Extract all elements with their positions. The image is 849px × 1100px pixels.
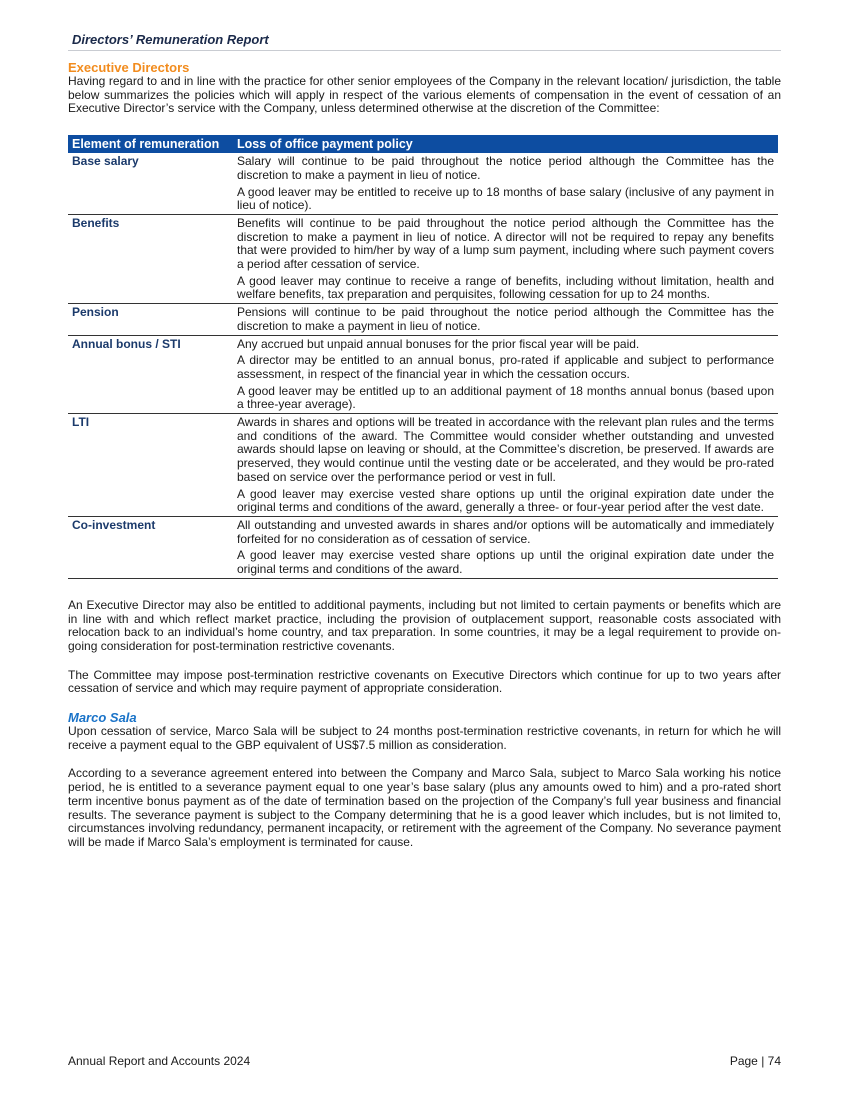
policy-text: A good leaver may exercise vested share options up until the original expiration date under the original terms and conditions of the award, generally a three- or four-year period after the vest date. (237, 486, 774, 515)
element-cell: Base salary (68, 153, 233, 214)
footer-report-name: Annual Report and Accounts 2024 (68, 1054, 251, 1068)
column-header-policy: Loss of office payment policy (233, 135, 778, 153)
policy-text: Any accrued but unpaid annual bonuses for the prior fiscal year will be paid. (237, 336, 640, 351)
element-cell: LTI (68, 414, 233, 517)
policy-cell (233, 304, 778, 335)
policy-cell (233, 153, 778, 214)
policy-text: All outstanding and unvested awards in shares and/or options will be automatically and immediately forfeited for no consideration as of cessation of service. (237, 517, 774, 546)
policy-text: A director may be entitled to an annual bonus, pro-rated if applicable and subject to performance assessment, in respect of the financial year in which the cessation occurs. (237, 353, 774, 381)
policy-cell (233, 214, 778, 303)
additional-payments-paragraph: An Executive Director may also be entitled to additional payments, including but not limited to certain payments or benefits which are in line with and which reflect market practice, including the provision of outplacement support, reasonable costs associated with relocation back to an individual’s home country, and tax preparation. In some countries, it may be a legal requirement to provide on-going consideration for post-termination restrictive covenants. (68, 597, 781, 653)
policy-text: A good leaver may exercise vested share options up until the original expiration date under the original terms and conditions of the award. (237, 548, 774, 577)
section-heading-executive-directors: Executive Directors (68, 60, 190, 75)
element-cell: Benefits (68, 214, 233, 303)
column-header-element: Element of remuneration (68, 135, 233, 153)
table-row (68, 516, 778, 578)
element-cell: Pension (68, 304, 233, 335)
restrictive-covenants-paragraph: The Committee may impose post-termination restrictive covenants on Executive Directors which continue for up to two years after cessation of service and which may require payment of appropriate consideration. (68, 667, 781, 696)
policy-text: Awards in shares and options will be treated in accordance with the relevant plan rules and the terms and conditions of the award. The Committee would consider whether outstanding and unvested awards should lapse on leaving or should, at the Committee’s discretion, be preserved. If awards are preserved, they would continue until the vesting date or be accelerated, and they would be pro-rated based on service over the performance period or vest in full. (237, 415, 774, 484)
report-title: Directors’ Remuneration Report (72, 32, 269, 47)
policy-cell (233, 516, 778, 578)
footer-page-number: Page | 74 (729, 1054, 781, 1068)
element-cell: Annual bonus / STI (68, 335, 233, 414)
subheading-marco-sala: Marco Sala (68, 710, 137, 726)
policy-text: Benefits will continue to be paid throughout the notice period although the Committee has the discretion to make a payment in lieu of notice. A director will not be required to repay any benefits that were provided to him/her by way of a lump sum payment, including where such payment covers a period after cessation of service. (237, 215, 774, 272)
loss-of-office-table (68, 135, 778, 579)
main-content (68, 61, 781, 850)
marco-sala-severance-paragraph: According to a severance agreement entered into between the Company and Marco Sala, subject to Marco Sala working his notice period, he is entitled to a severance payment equal to one year’s base salary (plus any amounts owed to him) and a pro-rated short term incentive bonus payment as of the date of termination based on the projection of the Company’s full year business and financial results. The severance payment is subject to the Company determining that he is a good leaver which includes, but is not limited to, circumstances involving redundancy, permanent incapacity, or retirement with the agreement of the Company. No severance payment will be made if Marco Sala’s employment is terminated for cause. (68, 766, 781, 849)
table-row (68, 414, 778, 517)
policy-cell (233, 335, 778, 414)
policy-cell (233, 414, 778, 517)
marco-sala-covenants-paragraph: Upon cessation of service, Marco Sala will be subject to 24 months post-termination restrictive covenants, in return for which he will receive a payment equal to the GBP equivalent of US$7.5 million as consideration. (68, 724, 781, 752)
table-row (68, 304, 778, 335)
policy-text: A good leaver may be entitled up to an additional payment of 18 months annual bonus (based upon a three-year average). (237, 383, 774, 412)
element-cell: Co-investment (68, 516, 233, 578)
policy-text: A good leaver may be entitled to receive up to 18 months of base salary (inclusive of any payment in lieu of notice). (237, 184, 774, 213)
table-row (68, 153, 778, 214)
policy-text: Salary will continue to be paid throughout the notice period although the Committee has the discretion to make a payment in lieu of notice. (237, 154, 774, 182)
policy-text: Pensions will continue to be paid throughout the notice period although the Committee has the discretion to make a payment in lieu of notice. (237, 305, 774, 333)
title-divider (68, 50, 781, 51)
table-row (68, 335, 778, 414)
table-row (68, 214, 778, 303)
policy-text: A good leaver may continue to receive a range of benefits, including without limitation, health and welfare benefits, tax preparation and perquisites, following cessation for up to 24 months. (237, 273, 774, 302)
table-header-row (68, 135, 778, 153)
intro-paragraph: Having regard to and in line with the practice for other senior employees of the Company in the relevant location/ jurisdiction, the table below summarizes the policies which will apply in respect of the various elements of compensation in the event of cessation of an Executive Director’s service with the Company, unless determined otherwise at the discretion of the Committee: (68, 74, 781, 116)
